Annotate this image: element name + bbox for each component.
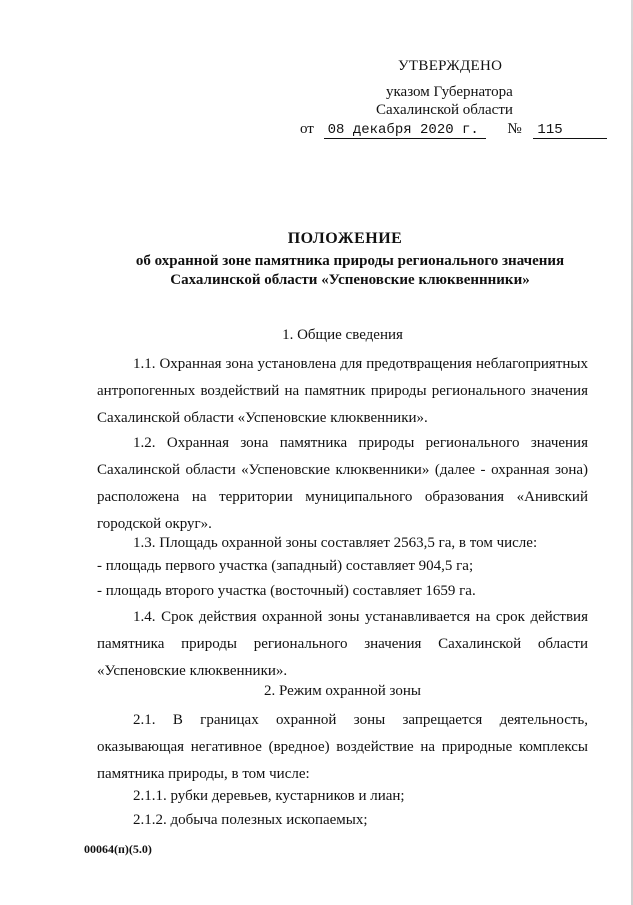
paragraph-1-3: 1.3. Площадь охранной зоны составляет 2563,5 га, в том числе: <box>133 535 538 551</box>
paragraph-1-1: 1.1. Охранная зона установлена для предотвращения неблагоприятных антропогенных воздействий на памятник природы регионального значения Сахалинской области «Успеновские клюквенники». <box>97 356 588 426</box>
paragraph-2-1-2: 2.1.2. добыча полезных ископаемых; <box>133 812 368 828</box>
date-number-row <box>300 121 607 139</box>
decree-date: 08 декабря 2020 г. <box>324 122 486 139</box>
approved-word: УТВЕРЖДЕНО <box>398 58 503 74</box>
decree-number: 115 <box>533 122 607 139</box>
region-line: Сахалинской области <box>376 102 513 118</box>
number-sign: № <box>507 121 522 137</box>
title-subtitle-line-2: Сахалинской области «Успеновские клюквеннники» <box>170 272 530 288</box>
section-2-heading: 2. Режим охранной зоны <box>264 683 421 699</box>
section-1-heading: 1. Общие сведения <box>282 327 403 343</box>
list-item-east-plot: - площадь второго участка (восточный) составляет 1659 га. <box>97 583 476 599</box>
paragraph-1-4: 1.4. Срок действия охранной зоны устанавливается на срок действия памятника природы регионального значения Сахалинской области «Успеновские клюквенники». <box>97 609 588 679</box>
title-subtitle-line-1: об охранной зоне памятника природы регионального значения <box>135 253 565 269</box>
title-main: ПОЛОЖЕНИЕ <box>287 230 403 247</box>
paragraph-2-1-1: 2.1.1. рубки деревьев, кустарников и лиан; <box>133 788 405 804</box>
title-subtitle <box>0 252 633 290</box>
paragraph-1-2: 1.2. Охранная зона памятника природы регионального значения Сахалинской области «Успеновские клюквенники» (далее - охранная зона) расположена на территории муниципального образования «Анивский городской округ». <box>97 435 588 532</box>
list-item-west-plot: - площадь первого участка (западный) составляет 904,5 га; <box>97 558 474 574</box>
decree-line: указом Губернатора <box>386 84 513 100</box>
paragraph-2-1: 2.1. В границах охранной зоны запрещается деятельность, оказывающая негативное (вредное) воздействие на природные комплексы памятника природы, в том числе: <box>97 712 588 782</box>
from-label: от <box>300 121 314 137</box>
document-code: 00064(п)(5.0) <box>84 842 152 856</box>
